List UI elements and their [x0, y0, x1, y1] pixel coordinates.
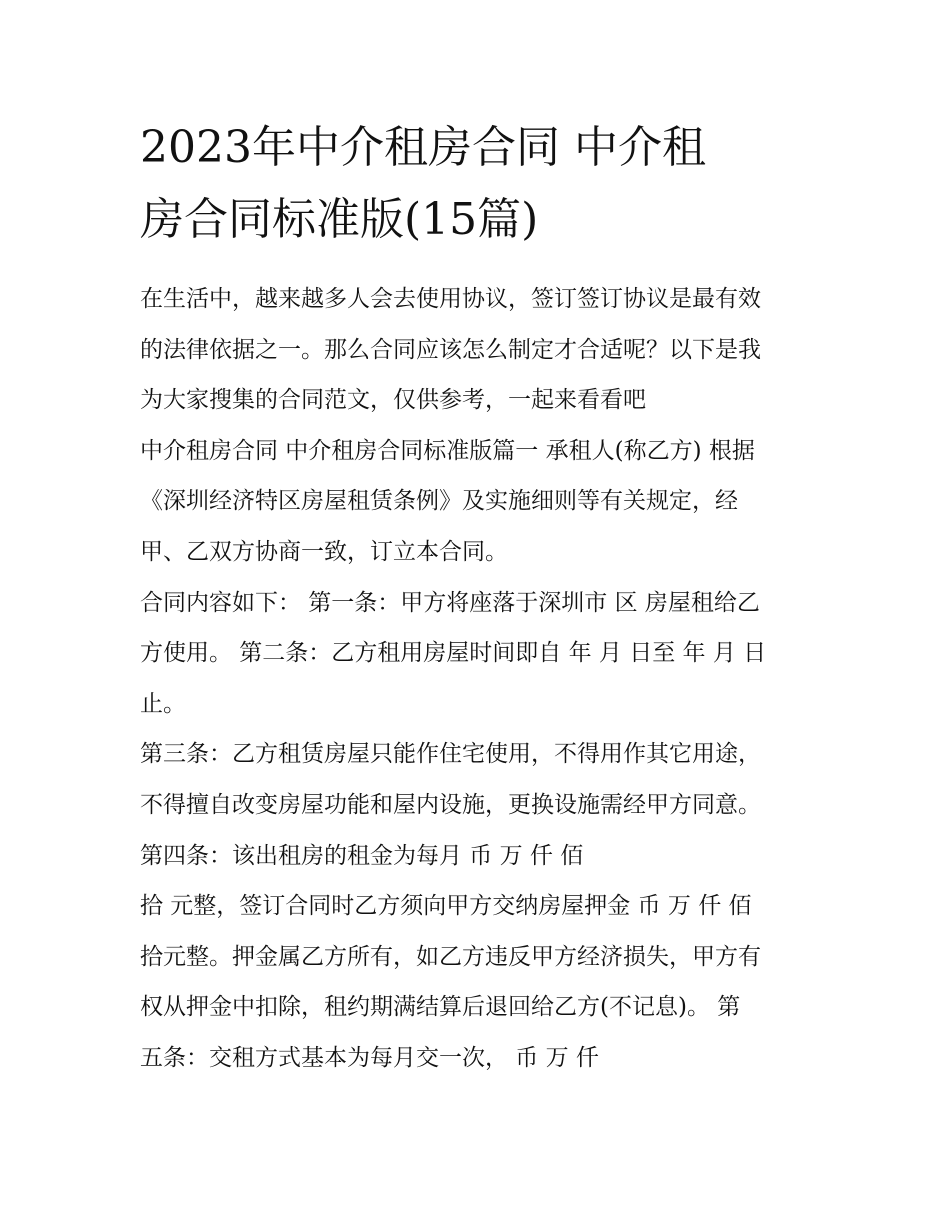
body-line: 《深圳经济特区房屋租赁条例》及实施细则等有关规定，经	[140, 488, 738, 515]
body-line: 拾元整。押金属乙方所有，如乙方违反甲方经济损失，甲方有	[140, 943, 761, 970]
body-line: 五条：交租方式基本为每月交一次， 币 万 仟	[140, 1044, 599, 1071]
body-line: 权从押金中扣除，租约期满结算后退回给乙方(不记息)。 第	[140, 994, 741, 1021]
document-title	[140, 112, 812, 256]
body-line: 第三条：乙方租赁房屋只能作住宅使用，不得用作其它用途，	[140, 741, 761, 768]
body-line: 拾 元整，签订合同时乙方须向甲方交纳房屋押金 币 万 仟 佰	[140, 893, 752, 920]
body-line: 方使用。 第二条：乙方租用房屋时间即自 年 月 日至 年 月 日	[140, 640, 767, 667]
body-line: 为大家搜集的合同范文，仅供参考，一起来看看吧	[140, 387, 646, 414]
body-line: 第四条：该出租房的租金为每月 币 万 仟 佰	[140, 842, 584, 869]
title-line-2: 房合同标准版(15篇)	[140, 194, 539, 245]
body-line: 在生活中，越来越多人会去使用协议，签订签订协议是最有效	[140, 286, 761, 312]
body-line: 不得擅自改变房屋功能和屋内设施，更换设施需经甲方同意。	[140, 791, 761, 818]
body-line: 止。	[140, 690, 186, 717]
document-page	[140, 112, 812, 1084]
document-body	[140, 274, 812, 1084]
title-line-1: 2023年中介租房合同 中介租	[140, 122, 706, 173]
body-line: 的法律依据之一。那么合同应该怎么制定才合适呢？以下是我	[140, 336, 761, 363]
body-line: 甲、乙双方协商一致，订立本合同。	[140, 538, 508, 565]
body-line: 合同内容如下： 第一条：甲方将座落于深圳市 区 房屋租给乙	[140, 589, 760, 616]
body-line: 中介租房合同 中介租房合同标准版篇一 承租人(称乙方) 根据	[140, 437, 755, 464]
